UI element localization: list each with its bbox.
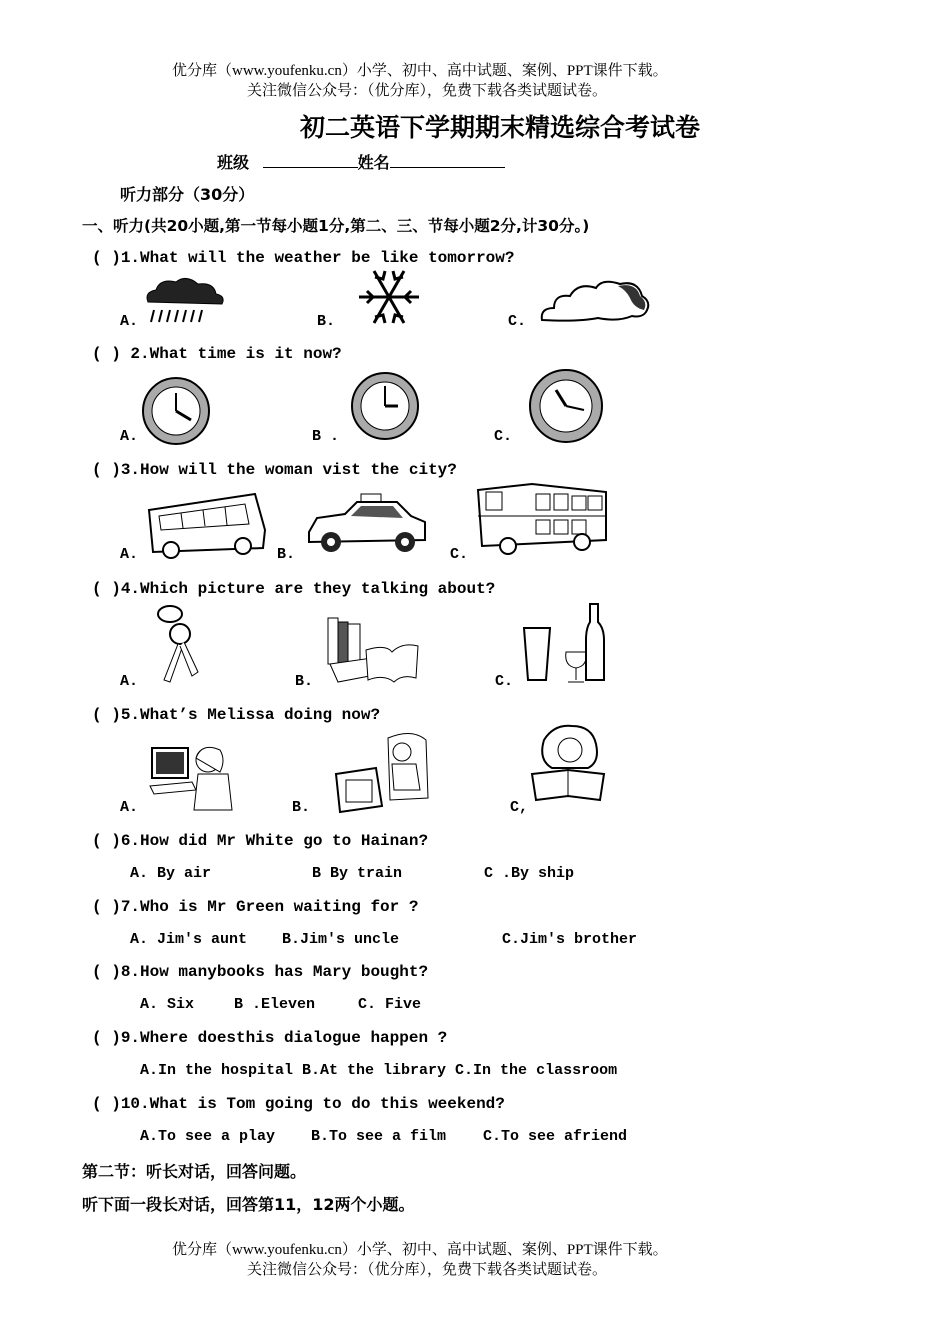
header-line-2: 关注微信公众号：（优分库），免费下载各类试题试卷。 bbox=[247, 83, 608, 99]
books-icon bbox=[322, 612, 422, 688]
q1-label-a: A. bbox=[120, 313, 139, 330]
q8-option-a[interactable]: A. Six bbox=[140, 996, 195, 1013]
q8-option-c[interactable]: C. Five bbox=[358, 996, 422, 1013]
header-line-1: 优分库（www.youfenku.cn）小学、初中、高中试题、案例、PPT课件下载。 bbox=[172, 63, 668, 79]
q4-label-c: C. bbox=[495, 673, 514, 690]
answer-paren[interactable]: ( ) bbox=[92, 461, 121, 479]
q7-option-a[interactable]: A. Jim's aunt bbox=[130, 931, 248, 948]
section2-instruction: 听下面一段长对话，回答第11，12两个小题。 bbox=[82, 1195, 415, 1214]
question-3: ( )3.How will the woman vist the city? bbox=[92, 461, 457, 479]
q1-label-b: B. bbox=[317, 313, 336, 330]
answer-paren[interactable]: ( ) bbox=[92, 832, 121, 850]
name-label: 姓名 bbox=[357, 153, 390, 172]
answer-paren[interactable]: ( ) bbox=[92, 1095, 121, 1113]
q1-label-c: C. bbox=[508, 313, 527, 330]
q10-option-b[interactable]: B.To see a film bbox=[311, 1128, 447, 1145]
q7-option-c[interactable]: C.Jim's brother bbox=[502, 931, 638, 948]
bus-icon bbox=[145, 490, 269, 560]
q10-option-a[interactable]: A.To see a play bbox=[140, 1128, 276, 1145]
class-blank[interactable] bbox=[263, 153, 358, 168]
q6-option-b[interactable]: B By train bbox=[312, 865, 403, 882]
question-1: ( )1.What will the weather be like tomorrow? bbox=[92, 249, 515, 267]
q2-label-c: C. bbox=[494, 428, 513, 445]
question-5: ( )5.What’s Melissa doing now? bbox=[92, 706, 381, 724]
girl-computer-icon bbox=[146, 740, 236, 814]
answer-paren[interactable]: ( ) bbox=[92, 898, 121, 916]
q4-label-b: B. bbox=[295, 673, 314, 690]
taxi-icon bbox=[305, 492, 429, 560]
q3-label-c: C. bbox=[450, 546, 469, 563]
q3-label-a: A. bbox=[120, 546, 139, 563]
clock-icon bbox=[528, 366, 604, 446]
answer-paren[interactable]: ( ) bbox=[92, 580, 121, 598]
q2-label-a: A. bbox=[120, 428, 139, 445]
footer-line-1: 优分库（www.youfenku.cn）小学、初中、高中试题、案例、PPT课件下载。 bbox=[172, 1242, 668, 1258]
q8-option-b[interactable]: B .Eleven bbox=[234, 996, 316, 1013]
q5-label-c: C, bbox=[510, 799, 529, 816]
name-blank[interactable] bbox=[390, 153, 505, 168]
question-6: ( )6.How did Mr White go to Hainan? bbox=[92, 832, 429, 850]
answer-paren[interactable]: ( ) bbox=[92, 1029, 121, 1047]
listening-part-heading: 听力部分（30分） bbox=[120, 185, 255, 204]
q3-label-b: B. bbox=[277, 546, 296, 563]
footer-line-2: 关注微信公众号：（优分库），免费下载各类试题试卷。 bbox=[247, 1262, 608, 1278]
cloudy-icon bbox=[538, 278, 653, 324]
class-label: 班级 bbox=[217, 153, 250, 172]
question-7: ( )7.Who is Mr Green waiting for ? bbox=[92, 898, 419, 916]
drinks-icon bbox=[520, 600, 610, 688]
clock-icon bbox=[141, 376, 211, 446]
rain-cloud-icon bbox=[142, 276, 226, 328]
q7-option-b[interactable]: B.Jim's uncle bbox=[282, 931, 400, 948]
double-decker-bus-icon bbox=[472, 482, 610, 556]
snowflake-icon bbox=[354, 266, 424, 328]
girl-reading-icon bbox=[526, 722, 612, 802]
clock-icon bbox=[350, 366, 420, 446]
question-4: ( )4.Which picture are they talking about? bbox=[92, 580, 496, 598]
section2-heading: 第二节：听长对话，回答问题。 bbox=[82, 1162, 307, 1181]
question-8: ( )8.How manybooks has Mary bought? bbox=[92, 963, 429, 981]
answer-paren[interactable]: ( ) bbox=[92, 706, 121, 724]
question-10: ( )10.What is Tom going to do this weekend? bbox=[92, 1095, 505, 1113]
girl-sitting-tv-icon bbox=[332, 728, 432, 816]
section1-heading: 一、听力(共20小题,第一节每小题1分,第二、三、节每小题2分,计30分。) bbox=[82, 217, 590, 235]
question-9: ( )9.Where doesthis dialogue happen ? bbox=[92, 1029, 448, 1047]
answer-paren[interactable]: ( ) bbox=[92, 963, 121, 981]
q6-option-a[interactable]: A. By air bbox=[130, 865, 212, 882]
q5-label-b: B. bbox=[292, 799, 311, 816]
class-name-line bbox=[217, 150, 505, 173]
q5-label-a: A. bbox=[120, 799, 139, 816]
q10-option-c[interactable]: C.To see afriend bbox=[483, 1128, 628, 1145]
question-2: ( ) 2.What time is it now? bbox=[92, 345, 342, 363]
q9-options[interactable]: A.In the hospital B.At the library C.In the classroom bbox=[140, 1062, 618, 1079]
page-title: 初二英语下学期期末精选综合考试卷 bbox=[300, 113, 701, 142]
q4-label-a: A. bbox=[120, 673, 139, 690]
keys-icon bbox=[154, 600, 206, 686]
answer-paren[interactable]: ( ) bbox=[92, 345, 121, 363]
q2-label-b: B . bbox=[312, 428, 340, 445]
answer-paren[interactable]: ( ) bbox=[92, 249, 121, 267]
q6-option-c[interactable]: C .By ship bbox=[484, 865, 575, 882]
